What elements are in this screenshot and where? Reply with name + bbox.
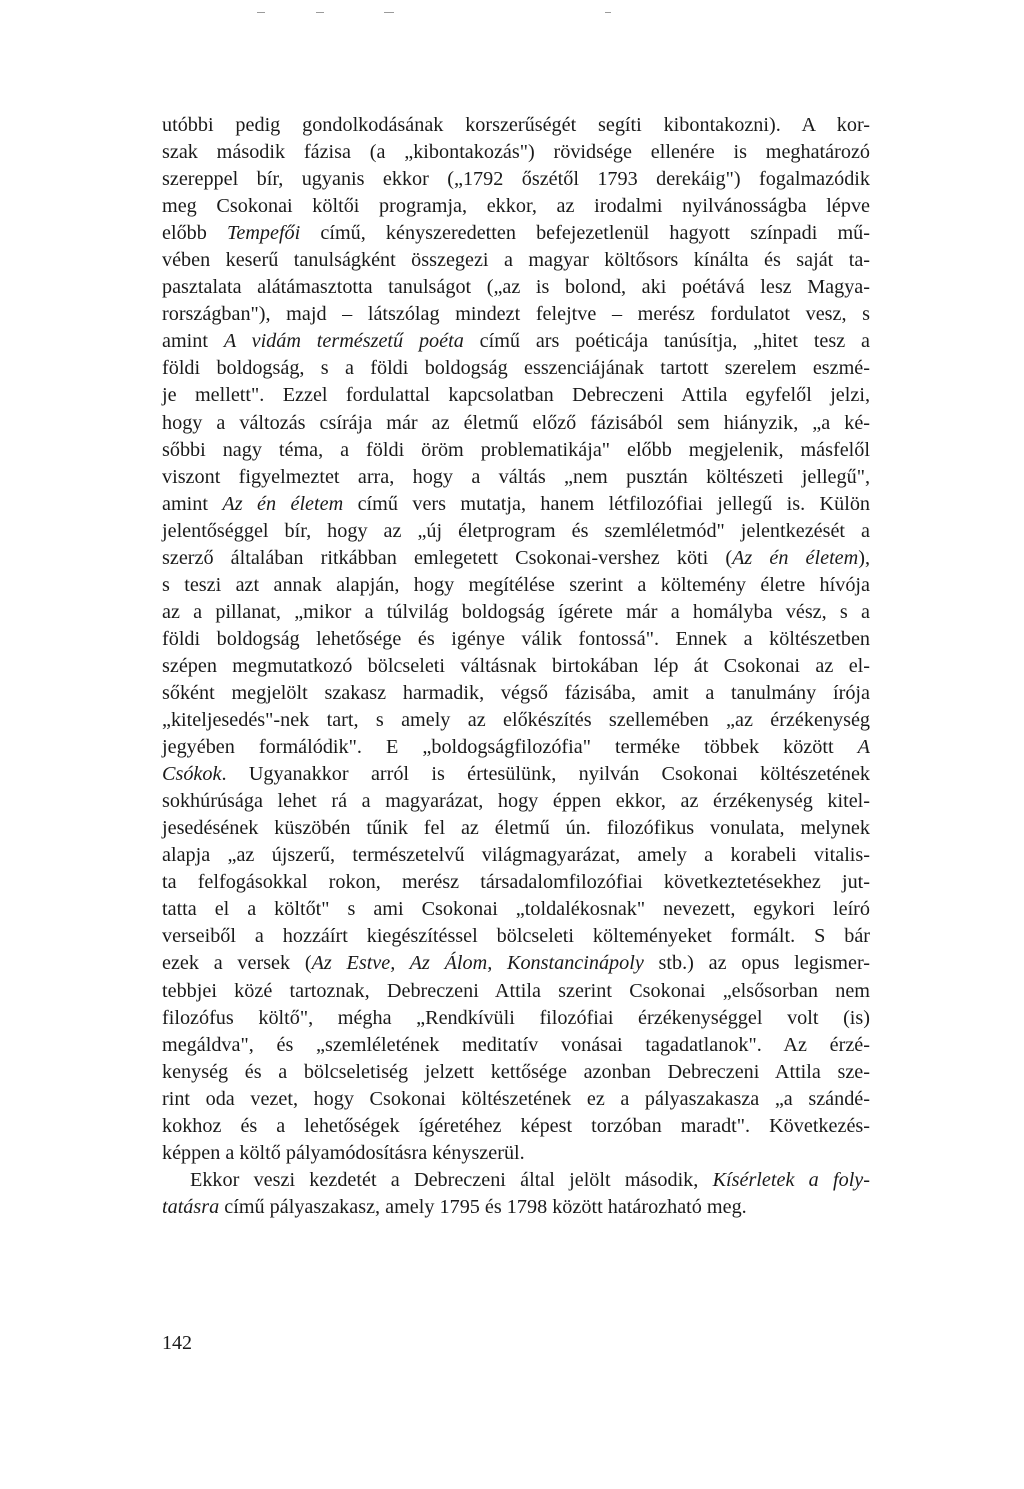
text-run: tebbjei közé tartoznak, Debreczeni Attila szerint Csokonai „elsősorban nem — [162, 979, 870, 1002]
text-line — [162, 1194, 870, 1221]
text-line — [162, 923, 870, 950]
text-run: megáldva", és „szemléletének meditatív vonásai tagadatlanok". Az érzé- — [162, 1033, 870, 1056]
text-line — [162, 653, 870, 680]
text-line — [162, 355, 870, 382]
text-run: szerző általában ritkábban emlegetett Csokonai-vershez köti ( — [162, 546, 733, 569]
scan-mark — [316, 12, 324, 13]
text-run: vében keserű tanulságként összegezi a magyar költősors kínálta és saját ta- — [162, 249, 870, 272]
text-run: sokhúrúsága lehet rá a magyarázat, hogy éppen ekkor, az érzékenység kitel- — [162, 790, 870, 813]
text-line — [162, 545, 870, 572]
italic-title: Kísérletek a foly- — [712, 1168, 870, 1191]
text-run: című, kényszeredetten befejezetlenül hagyott színpadi mű- — [300, 222, 870, 245]
paragraph — [162, 1167, 870, 1221]
page-number: 142 — [162, 1332, 192, 1354]
text-line — [162, 410, 870, 437]
text-line — [162, 518, 870, 545]
italic-title: Tempefői — [226, 222, 301, 245]
italic-title: tatásra — [162, 1195, 220, 1218]
text-run: sőként megjelölt szakasz harmadik, végső fázisába, amit a tanulmány írója — [162, 681, 870, 704]
text-run: s teszi azt annak alapján, hogy megítélése szerint a költemény életre hívója — [162, 573, 870, 596]
text-run: „kiteljesedés"-nek tart, s amely az előkészítés szellemében „az érzékenység — [162, 709, 870, 732]
scan-mark — [605, 12, 611, 13]
text-run: képpen a költő pályamódosításra kényszerül. — [162, 1141, 525, 1164]
text-line — [162, 139, 870, 166]
text-line — [162, 626, 870, 653]
text-run: viszont figyelmeztet arra, hogy a váltás „nem pusztán költészeti jellegű", — [162, 465, 870, 488]
text-run: . Ugyanakkor arról is értesülünk, nyilván Csokonai költészetének — [221, 763, 870, 786]
text-run: filozófus költő", mégha „Rendkívüli filozófiai érzékenységgel volt (is) — [162, 1006, 870, 1029]
text-run: Ekkor veszi kezdetét a Debreczeni által jelölt második, — [190, 1168, 713, 1191]
text-run: amint — [162, 330, 224, 353]
text-line — [162, 437, 870, 464]
text-line — [162, 1005, 870, 1032]
text-run: jesedésének küszöbén tűnik fel az életmű ún. filozófikus vonulata, melynek — [162, 817, 870, 840]
text-line — [162, 328, 870, 355]
text-run: című pályaszakasz, amely 1795 és 1798 között határozható meg. — [219, 1195, 747, 1218]
text-line — [162, 220, 870, 247]
text-line — [162, 978, 870, 1005]
text-line — [162, 707, 870, 734]
italic-title: Csókok — [162, 763, 222, 786]
text-run: verseiből a hozzáírt kiegészítéssel bölcseleti költeményeket formált. S bár — [162, 925, 870, 948]
text-line — [162, 1113, 870, 1140]
text-run: jegyében formálódik". E „boldogságfilozófia" terméke többek között — [162, 736, 858, 759]
text-run: jelentőséggel bír, hogy az „új életprogram és szemléletmód" jelentkezését a — [162, 519, 870, 542]
text-run: szereppel bír, ugyanis ekkor („1792 őszétől 1793 derekáig") fogalmazódik — [162, 168, 870, 191]
text-line — [162, 842, 870, 869]
text-run: je mellett". Ezzel fordulattal kapcsolatban Debreczeni Attila egyfelől jelzi, — [162, 384, 870, 407]
text-run: tatta el a költőt" s ami Csokonai „toldalékosnak" nevezett, egykori leíró — [162, 898, 870, 921]
text-line — [162, 734, 870, 761]
text-run: pasztalata alátámasztotta tanulságot („az is bolond, aki poétává lesz Magya- — [162, 276, 870, 299]
paragraph — [162, 112, 870, 1167]
italic-title: Az én életem — [732, 546, 859, 569]
text-run: utóbbi pedig gondolkodásának korszerűségét segíti kibontakozni). A kor- — [162, 114, 870, 136]
text-run: kokhoz és a lehetőségek ígéretéhez képest torzóban maradt". Következés- — [162, 1114, 870, 1137]
text-line — [162, 193, 870, 220]
text-run: meg Csokonai költői programja, ekkor, az irodalmi nyilvánosságba lépve — [162, 195, 870, 218]
text-run: földi boldogság lehetősége és igénye válik fontossá". Ennek a költészetben — [162, 627, 870, 650]
text-line — [162, 464, 870, 491]
text-line — [162, 896, 870, 923]
text-run: hogy a változás csírája már az életmű előző fázisából sem hiányzik, „a ké- — [162, 411, 870, 434]
text-run: földi boldogság, s a földi boldogság esszenciájának tartott szerelem eszmé- — [162, 357, 870, 380]
text-line — [162, 301, 870, 328]
text-run: amint — [162, 492, 223, 515]
scan-mark — [257, 12, 265, 13]
text-run: az a pillanat, „mikor a túlvilág boldogság ígérete már a homályba vész, s a — [162, 600, 870, 623]
text-line — [162, 815, 870, 842]
text-line — [162, 166, 870, 193]
body-text — [162, 112, 870, 1221]
text-run: ta felfogásokkal rokon, merész társadalomfilozófiai következtetésekhez jut- — [162, 871, 870, 894]
text-line — [162, 680, 870, 707]
text-line — [162, 572, 870, 599]
text-line — [162, 274, 870, 301]
italic-title: Az Estve, Az Álom, Konstancinápoly — [311, 952, 644, 975]
text-run: kenység és a bölcseletiség jelzett kettősége azonban Debreczeni Attila sze- — [162, 1060, 870, 1083]
text-run: rint oda vezet, hogy Csokonai költészetének ez a pályaszakasza „a szándé- — [162, 1087, 870, 1110]
scan-mark — [384, 12, 394, 13]
text-run: ezek a versek ( — [162, 952, 312, 975]
text-line — [162, 761, 870, 788]
text-run: szak második fázisa (a „kibontakozás") rövidsége ellenére is meghatározó — [162, 141, 870, 164]
text-line — [162, 1167, 870, 1194]
italic-title: A — [857, 736, 870, 759]
text-line — [162, 112, 870, 139]
text-line — [162, 950, 870, 977]
text-run: szépen megmutatkozó bölcseleti váltásnak birtokában lép át Csokonai az el- — [162, 654, 870, 677]
text-line — [162, 599, 870, 626]
text-line — [162, 491, 870, 518]
italic-title: Az én életem — [222, 492, 344, 515]
text-run: alapja „az újszerű, természetelvű világmagyarázat, amely a korabeli vitalis- — [162, 844, 870, 867]
text-line — [162, 1059, 870, 1086]
text-line — [162, 869, 870, 896]
text-run: sőbbi nagy téma, a földi öröm problematikája" előbb megjelenik, másfelől — [162, 438, 870, 461]
text-run: ), — [858, 546, 870, 569]
text-line — [162, 247, 870, 274]
text-run: stb.) az opus legismer- — [643, 952, 871, 975]
text-run: előbb — [162, 222, 227, 245]
text-line — [162, 1140, 870, 1167]
text-run: rországban"), majd – látszólag mindezt felejtve – merész fordulatot vesz, s — [162, 303, 870, 326]
text-line — [162, 1086, 870, 1113]
text-run: című vers mutatja, hanem létfilozófiai jellegű is. Külön — [343, 492, 871, 515]
text-line — [162, 1032, 870, 1059]
text-run: című ars poéticája tanúsítja, „hitet tesz a — [463, 330, 870, 353]
italic-title: A vidám természetű poéta — [223, 330, 464, 353]
text-line — [162, 382, 870, 409]
text-line — [162, 788, 870, 815]
